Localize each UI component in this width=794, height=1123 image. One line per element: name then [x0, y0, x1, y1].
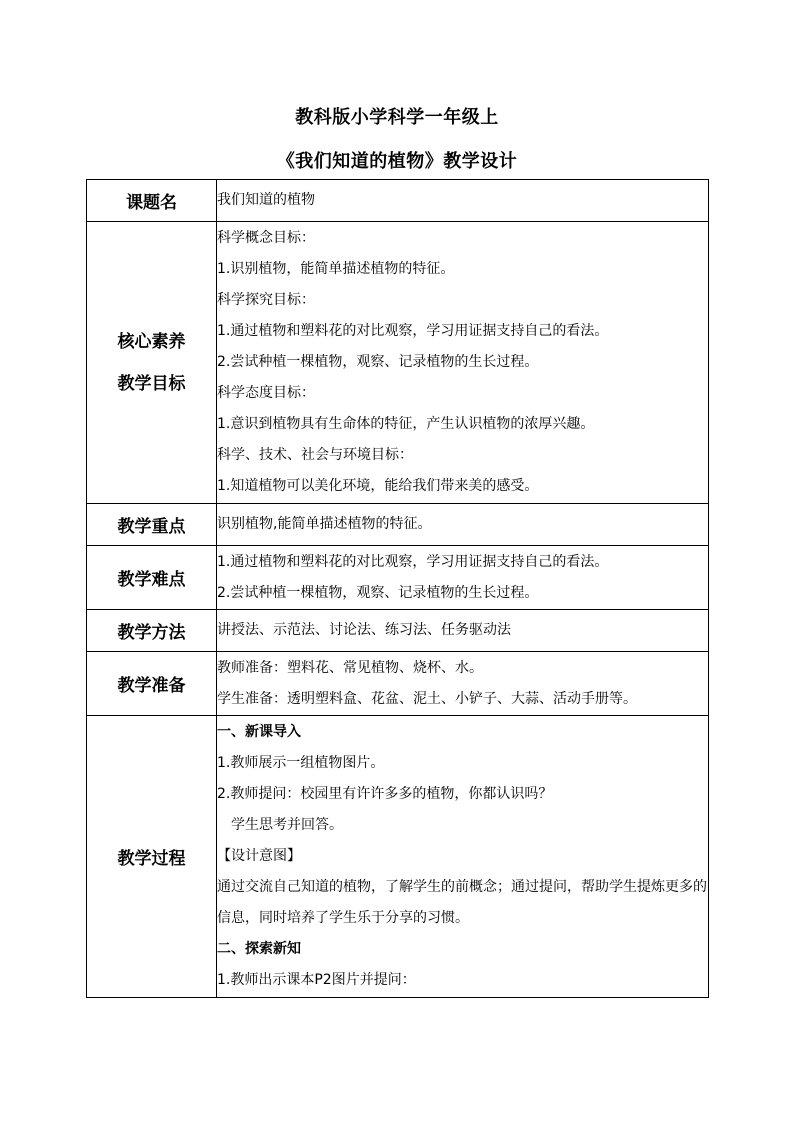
table-row-topic — [87, 180, 709, 222]
method-value — [217, 610, 709, 652]
design-intent-tag: 【设计意图】 — [217, 848, 301, 864]
process-label: 教学过程 — [87, 716, 217, 998]
difficulty-content — [217, 546, 709, 610]
prep-label: 教学准备 — [87, 652, 217, 716]
process-content — [217, 716, 709, 998]
process-step: 2.教师提问：校园里有许许多多的植物，你都认识吗？ — [217, 786, 553, 802]
difficulty-line: 2.尝试种植一棵植物，观察、记录植物的生长过程。 — [217, 584, 539, 601]
goals-label-line2: 教学目标 — [117, 373, 186, 394]
process-step: 学生思考并回答。 — [231, 817, 343, 833]
topic-label: 课题名 — [87, 180, 217, 222]
goals-line: 1.意识到植物具有生命体的特征，产生认识植物的浓厚兴趣。 — [217, 416, 595, 432]
goals-line: 科学、技术、社会与环境目标： — [217, 447, 413, 463]
difficulty-label: 教学难点 — [87, 546, 217, 610]
goals-line: 科学概念目标： — [217, 230, 315, 246]
table-row-key-point — [87, 504, 709, 546]
method-text: 讲授法、示范法、讨论法、练习法、任务驱动法 — [217, 622, 511, 638]
method-label: 教学方法 — [87, 610, 217, 652]
process-heading: 一、新课导入 — [217, 724, 301, 740]
topic-text: 我们知道的植物 — [217, 192, 315, 208]
goals-line: 科学探究目标： — [217, 292, 315, 308]
goals-line: 1.识别植物，能简单描述植物的特征。 — [217, 261, 455, 277]
difficulty-line: 1.通过植物和塑料花的对比观察，学习用证据支持自己的看法。 — [217, 553, 609, 570]
goals-line: 科学态度目标： — [217, 385, 315, 401]
table-row-method — [87, 610, 709, 652]
table-row-prep — [87, 652, 709, 716]
design-intent-text: 通过交流自己知道的植物，了解学生的前概念；通过提问，帮助学生提炼更多的信息，同时培养了学生乐于分享的习惯。 — [217, 879, 707, 926]
key-point-value — [217, 504, 709, 546]
goals-line: 1.知道植物可以美化环境，能给我们带来美的感受。 — [217, 478, 539, 494]
table-row-difficulty — [87, 546, 709, 610]
goals-line: 2.尝试种植一棵植物，观察、记录植物的生长过程。 — [217, 354, 539, 370]
table-row-process — [87, 716, 709, 998]
topic-value — [217, 180, 709, 222]
process-heading: 二、探索新知 — [217, 941, 301, 957]
process-step: 1.教师展示一组植物图片。 — [217, 755, 385, 771]
goals-line: 1.通过植物和塑料花的对比观察，学习用证据支持自己的看法。 — [217, 323, 609, 339]
table-row-goals — [87, 222, 709, 504]
process-step: 1.教师出示课本P2图片并提问： — [217, 972, 416, 988]
goals-content — [217, 222, 709, 504]
goals-label — [87, 222, 217, 504]
prep-line: 教师准备：塑料花、常见植物、烧杯、水。 — [217, 659, 483, 676]
key-point-text: 识别植物,能简单描述植物的特征。 — [217, 516, 432, 532]
prep-line: 学生准备：透明塑料盒、花盆、泥土、小铲子、大蒜、活动手册等。 — [217, 690, 637, 707]
goals-label-line1: 核心素养 — [117, 331, 186, 352]
lesson-plan-table — [86, 179, 709, 998]
key-point-label: 教学重点 — [87, 504, 217, 546]
prep-content — [217, 652, 709, 716]
document-subtitle: 《我们知道的植物》教学设计 — [276, 151, 518, 172]
document-title: 教科版小学科学一年级上 — [295, 107, 499, 128]
